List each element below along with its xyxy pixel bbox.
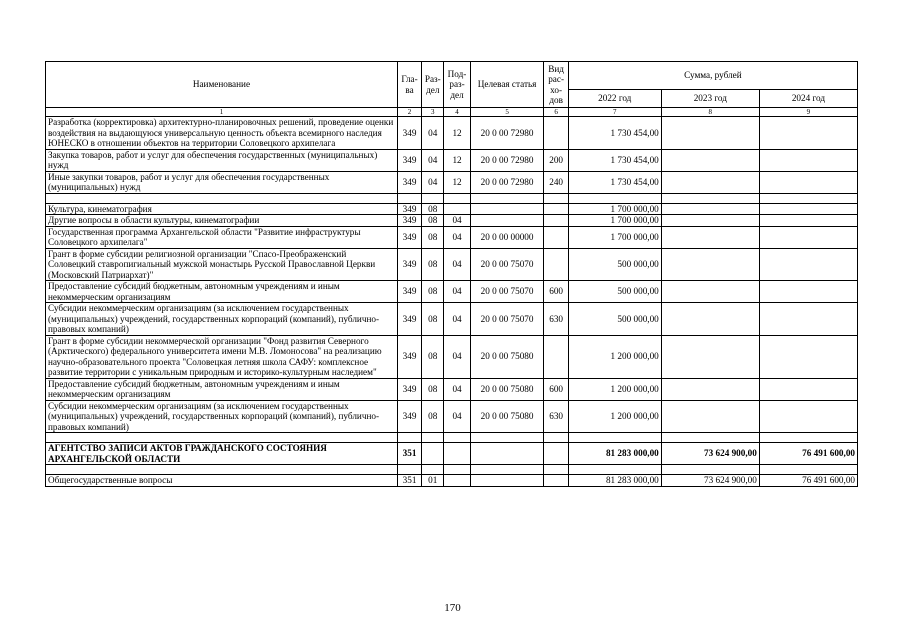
row-sum-2024	[759, 281, 857, 303]
row-target: 20 0 00 75070	[470, 303, 544, 336]
header-year-2022: 2022 год	[568, 90, 661, 108]
row-target	[470, 203, 544, 215]
row-vid	[544, 465, 568, 475]
row-glava: 349	[397, 335, 421, 378]
row-sum-2022	[568, 465, 661, 475]
row-razdel: 08	[422, 226, 444, 248]
col-number: 4	[444, 108, 470, 117]
row-glava: 349	[397, 281, 421, 303]
row-target	[470, 475, 544, 487]
row-sum-2024: 76 491 600,00	[759, 443, 857, 465]
row-razdel	[422, 193, 444, 203]
row-sum-2023	[661, 171, 759, 193]
row-sum-2023	[661, 400, 759, 433]
row-sum-2022: 1 700 000,00	[568, 215, 661, 227]
row-vid: 630	[544, 400, 568, 433]
row-podrazdel: 12	[444, 171, 470, 193]
row-sum-2023	[661, 465, 759, 475]
row-glava: 349	[397, 378, 421, 400]
header-year-2024: 2024 год	[759, 90, 857, 108]
budget-table	[45, 61, 858, 487]
row-sum-2024	[759, 248, 857, 281]
row-razdel: 08	[422, 203, 444, 215]
row-podrazdel	[444, 433, 470, 443]
row-sum-2023: 73 624 900,00	[661, 443, 759, 465]
row-sum-2022: 1 730 454,00	[568, 117, 661, 150]
row-target: 20 0 00 75080	[470, 335, 544, 378]
row-sum-2023	[661, 248, 759, 281]
row-razdel: 08	[422, 215, 444, 227]
table-row	[46, 378, 858, 400]
row-sum-2024	[759, 335, 857, 378]
row-razdel: 08	[422, 248, 444, 281]
row-razdel	[422, 433, 444, 443]
row-razdel: 08	[422, 303, 444, 336]
row-razdel: 08	[422, 378, 444, 400]
row-vid: 200	[544, 149, 568, 171]
row-vid: 600	[544, 281, 568, 303]
row-name: Закупка товаров, работ и услуг для обеспечения государственных (муниципальных) нужд	[46, 149, 398, 171]
row-vid	[544, 475, 568, 487]
row-sum-2022: 1 200 000,00	[568, 400, 661, 433]
table-row	[46, 443, 858, 465]
row-name	[46, 465, 398, 475]
row-sum-2022: 1 200 000,00	[568, 378, 661, 400]
row-name: Разработка (корректировка) архитектурно-планировочных решений, проведение оценки воздействия на выдающуюся универсальную ценность объекта всемирного наследия ЮНЕСКО в отношении объектов на территории Соловецкого архипелага	[46, 117, 398, 150]
row-sum-2023	[661, 117, 759, 150]
row-sum-2022: 1 730 454,00	[568, 149, 661, 171]
row-razdel: 08	[422, 281, 444, 303]
row-target: 20 0 00 72980	[470, 117, 544, 150]
row-target: 20 0 00 75080	[470, 400, 544, 433]
row-sum-2024	[759, 215, 857, 227]
row-sum-2022: 500 000,00	[568, 248, 661, 281]
col-number: 5	[470, 108, 544, 117]
header-summa: Сумма, рублей	[568, 62, 857, 90]
row-razdel	[422, 465, 444, 475]
row-sum-2023	[661, 203, 759, 215]
row-razdel: 08	[422, 400, 444, 433]
row-vid: 600	[544, 378, 568, 400]
col-number: 2	[397, 108, 421, 117]
row-podrazdel	[444, 475, 470, 487]
table-row	[46, 335, 858, 378]
row-podrazdel: 12	[444, 149, 470, 171]
row-sum-2024: 76 491 600,00	[759, 475, 857, 487]
row-target	[470, 433, 544, 443]
table-row	[46, 117, 858, 150]
row-sum-2023	[661, 433, 759, 443]
col-number: 8	[661, 108, 759, 117]
row-vid	[544, 203, 568, 215]
row-sum-2022: 500 000,00	[568, 281, 661, 303]
header-name: Наименование	[46, 62, 398, 108]
row-sum-2022: 1 200 000,00	[568, 335, 661, 378]
row-sum-2022: 81 283 000,00	[568, 443, 661, 465]
row-razdel: 08	[422, 335, 444, 378]
row-sum-2024	[759, 303, 857, 336]
row-vid	[544, 443, 568, 465]
row-sum-2023	[661, 378, 759, 400]
row-sum-2023	[661, 215, 759, 227]
row-sum-2024	[759, 378, 857, 400]
row-name: Грант в форме субсидии некоммерческой организации "Фонд развития Северного (Арктического) федерального университета имени М.В. Ломоносова" на реализацию научно-образовательного проекта "Соловецкая летняя школа САФУ: комплексное развитие территории с уникальным природным и историко-культурным наследием"	[46, 335, 398, 378]
col-number: 1	[46, 108, 398, 117]
row-target: 20 0 00 72980	[470, 171, 544, 193]
col-number: 9	[759, 108, 857, 117]
row-glava	[397, 465, 421, 475]
row-podrazdel: 04	[444, 281, 470, 303]
row-podrazdel: 04	[444, 335, 470, 378]
row-sum-2023	[661, 303, 759, 336]
row-sum-2022: 81 283 000,00	[568, 475, 661, 487]
column-number-row	[46, 108, 858, 117]
row-name: Иные закупки товаров, работ и услуг для обеспечения государственных (муниципальных) нужд	[46, 171, 398, 193]
row-target: 20 0 00 00000	[470, 226, 544, 248]
col-number: 3	[422, 108, 444, 117]
row-podrazdel	[444, 465, 470, 475]
row-vid	[544, 433, 568, 443]
row-name	[46, 193, 398, 203]
row-vid	[544, 335, 568, 378]
row-name: АГЕНТСТВО ЗАПИСИ АКТОВ ГРАЖДАНСКОГО СОСТОЯНИЯ АРХАНГЕЛЬСКОЙ ОБЛАСТИ	[46, 443, 398, 465]
row-sum-2022: 500 000,00	[568, 303, 661, 336]
row-podrazdel: 12	[444, 117, 470, 150]
row-glava	[397, 433, 421, 443]
row-razdel: 04	[422, 149, 444, 171]
row-sum-2023: 73 624 900,00	[661, 475, 759, 487]
table-body	[46, 117, 858, 487]
row-glava: 349	[397, 226, 421, 248]
row-glava: 349	[397, 400, 421, 433]
row-glava: 349	[397, 203, 421, 215]
row-glava: 349	[397, 215, 421, 227]
row-podrazdel	[444, 203, 470, 215]
row-name: Субсидии некоммерческим организациям (за исключением государственных (муниципальных) учреждений, государственных корпораций (компаний), публично-правовых компаний)	[46, 303, 398, 336]
row-sum-2022	[568, 433, 661, 443]
table-row	[46, 248, 858, 281]
row-sum-2022	[568, 193, 661, 203]
empty-row	[46, 465, 858, 475]
row-podrazdel: 04	[444, 226, 470, 248]
row-podrazdel: 04	[444, 248, 470, 281]
row-sum-2022: 1 700 000,00	[568, 203, 661, 215]
empty-row	[46, 433, 858, 443]
table-row	[46, 149, 858, 171]
header-year-2023: 2023 год	[661, 90, 759, 108]
row-glava: 351	[397, 443, 421, 465]
row-sum-2023	[661, 335, 759, 378]
row-target: 20 0 00 72980	[470, 149, 544, 171]
table-row	[46, 281, 858, 303]
row-target	[470, 443, 544, 465]
row-vid: 630	[544, 303, 568, 336]
table-header	[46, 62, 858, 117]
row-sum-2024	[759, 193, 857, 203]
table-row	[46, 203, 858, 215]
row-vid	[544, 193, 568, 203]
row-name	[46, 433, 398, 443]
row-glava	[397, 193, 421, 203]
row-sum-2023	[661, 281, 759, 303]
row-sum-2022: 1 730 454,00	[568, 171, 661, 193]
row-sum-2024	[759, 433, 857, 443]
row-name: Субсидии некоммерческим организациям (за исключением государственных (муниципальных) учреждений, государственных корпораций (компаний), публично-правовых компаний)	[46, 400, 398, 433]
row-razdel	[422, 443, 444, 465]
row-glava: 349	[397, 303, 421, 336]
header-vid: Вид рас-хо-дов	[544, 62, 568, 108]
row-target	[470, 193, 544, 203]
row-razdel: 04	[422, 117, 444, 150]
row-razdel: 01	[422, 475, 444, 487]
row-name: Предоставление субсидий бюджетным, автономным учреждениям и иным некоммерческим организациям	[46, 378, 398, 400]
row-podrazdel	[444, 193, 470, 203]
row-vid	[544, 226, 568, 248]
row-sum-2024	[759, 226, 857, 248]
row-name: Другие вопросы в области культуры, кинематографии	[46, 215, 398, 227]
row-glava: 351	[397, 475, 421, 487]
col-number: 7	[568, 108, 661, 117]
header-podrazdel: Под-раз-дел	[444, 62, 470, 108]
row-sum-2023	[661, 193, 759, 203]
row-podrazdel: 04	[444, 378, 470, 400]
row-vid: 240	[544, 171, 568, 193]
page-number: 170	[444, 602, 461, 614]
table-row	[46, 475, 858, 487]
row-name: Культура, кинематография	[46, 203, 398, 215]
row-name: Государственная программа Архангельской области "Развитие инфраструктуры Соловецкого архипелага"	[46, 226, 398, 248]
row-vid	[544, 215, 568, 227]
table-row	[46, 215, 858, 227]
col-number: 6	[544, 108, 568, 117]
row-sum-2023	[661, 149, 759, 171]
row-sum-2023	[661, 226, 759, 248]
row-glava: 349	[397, 248, 421, 281]
row-vid	[544, 248, 568, 281]
row-vid	[544, 117, 568, 150]
row-podrazdel: 04	[444, 215, 470, 227]
header-glava: Гла-ва	[397, 62, 421, 108]
row-glava: 349	[397, 149, 421, 171]
header-celevaya: Целевая статья	[470, 62, 544, 108]
row-sum-2022: 1 700 000,00	[568, 226, 661, 248]
row-glava: 349	[397, 117, 421, 150]
table-row	[46, 400, 858, 433]
table-row	[46, 303, 858, 336]
row-sum-2024	[759, 149, 857, 171]
row-target	[470, 465, 544, 475]
row-razdel: 04	[422, 171, 444, 193]
row-podrazdel: 04	[444, 400, 470, 433]
row-podrazdel	[444, 443, 470, 465]
row-target: 20 0 00 75070	[470, 248, 544, 281]
row-sum-2024	[759, 203, 857, 215]
row-name: Грант в форме субсидии религиозной организации "Спасо-Преображенский Соловецкий ставропигиальный мужской монастырь Русской Православной Церкви (Московский Патриархат)"	[46, 248, 398, 281]
row-sum-2024	[759, 465, 857, 475]
header-razdel: Раз-дел	[422, 62, 444, 108]
row-sum-2024	[759, 171, 857, 193]
row-target	[470, 215, 544, 227]
table-row	[46, 171, 858, 193]
row-podrazdel: 04	[444, 303, 470, 336]
row-glava: 349	[397, 171, 421, 193]
row-target: 20 0 00 75080	[470, 378, 544, 400]
row-name: Предоставление субсидий бюджетным, автономным учреждениям и иным некоммерческим организациям	[46, 281, 398, 303]
row-name: Общегосударственные вопросы	[46, 475, 398, 487]
table-row	[46, 226, 858, 248]
empty-row	[46, 193, 858, 203]
row-target: 20 0 00 75070	[470, 281, 544, 303]
row-sum-2024	[759, 117, 857, 150]
row-sum-2024	[759, 400, 857, 433]
